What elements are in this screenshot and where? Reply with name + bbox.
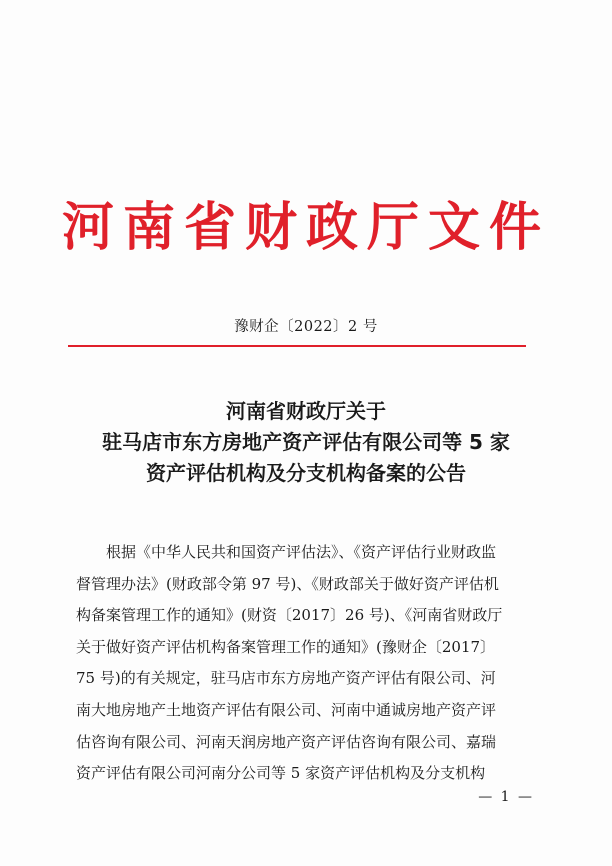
heading-line: 河南省财政厅关于	[226, 399, 386, 423]
body-line: 构备案管理工作的通知》(财资〔2017〕26 号)、《河南省财政厅	[76, 606, 503, 625]
body-line: 根据《中华人民共和国资产评估法》、《资产评估行业财政监	[106, 543, 497, 561]
body-line: 关于做好资产评估机构备案管理工作的通知》(豫财企〔2017〕	[76, 637, 496, 656]
heading-line: 资产评估机构及分支机构备案的公告	[146, 461, 466, 485]
red-divider-line	[68, 345, 526, 347]
heading-line: 驻马店市东方房地产资产评估有限公司等 5 家	[102, 430, 510, 454]
body-line: 75 号)的有关规定，驻马店市东方房地产资产评估有限公司、河	[76, 669, 496, 688]
document-heading	[0, 396, 612, 489]
issuer-header-title: 河南省财政厅文件	[61, 198, 550, 258]
body-line: 资产评估有限公司河南分公司等 5 家资产评估机构及分支机构	[76, 764, 486, 783]
body-line: 南大地房地产土地资产评估有限公司、河南中通诚房地产资产评	[76, 700, 497, 719]
body-line: 估咨询有限公司、河南天润房地产资产评估咨询有限公司、嘉瑞	[76, 732, 497, 751]
body-line: 督管理办法》(财政部令第 97 号)、《财政部关于做好资产评估机	[76, 574, 499, 593]
document-number: 豫财企〔2022〕2 号	[234, 319, 378, 335]
page-number: — 1 —	[478, 789, 534, 805]
document-body	[76, 537, 544, 790]
